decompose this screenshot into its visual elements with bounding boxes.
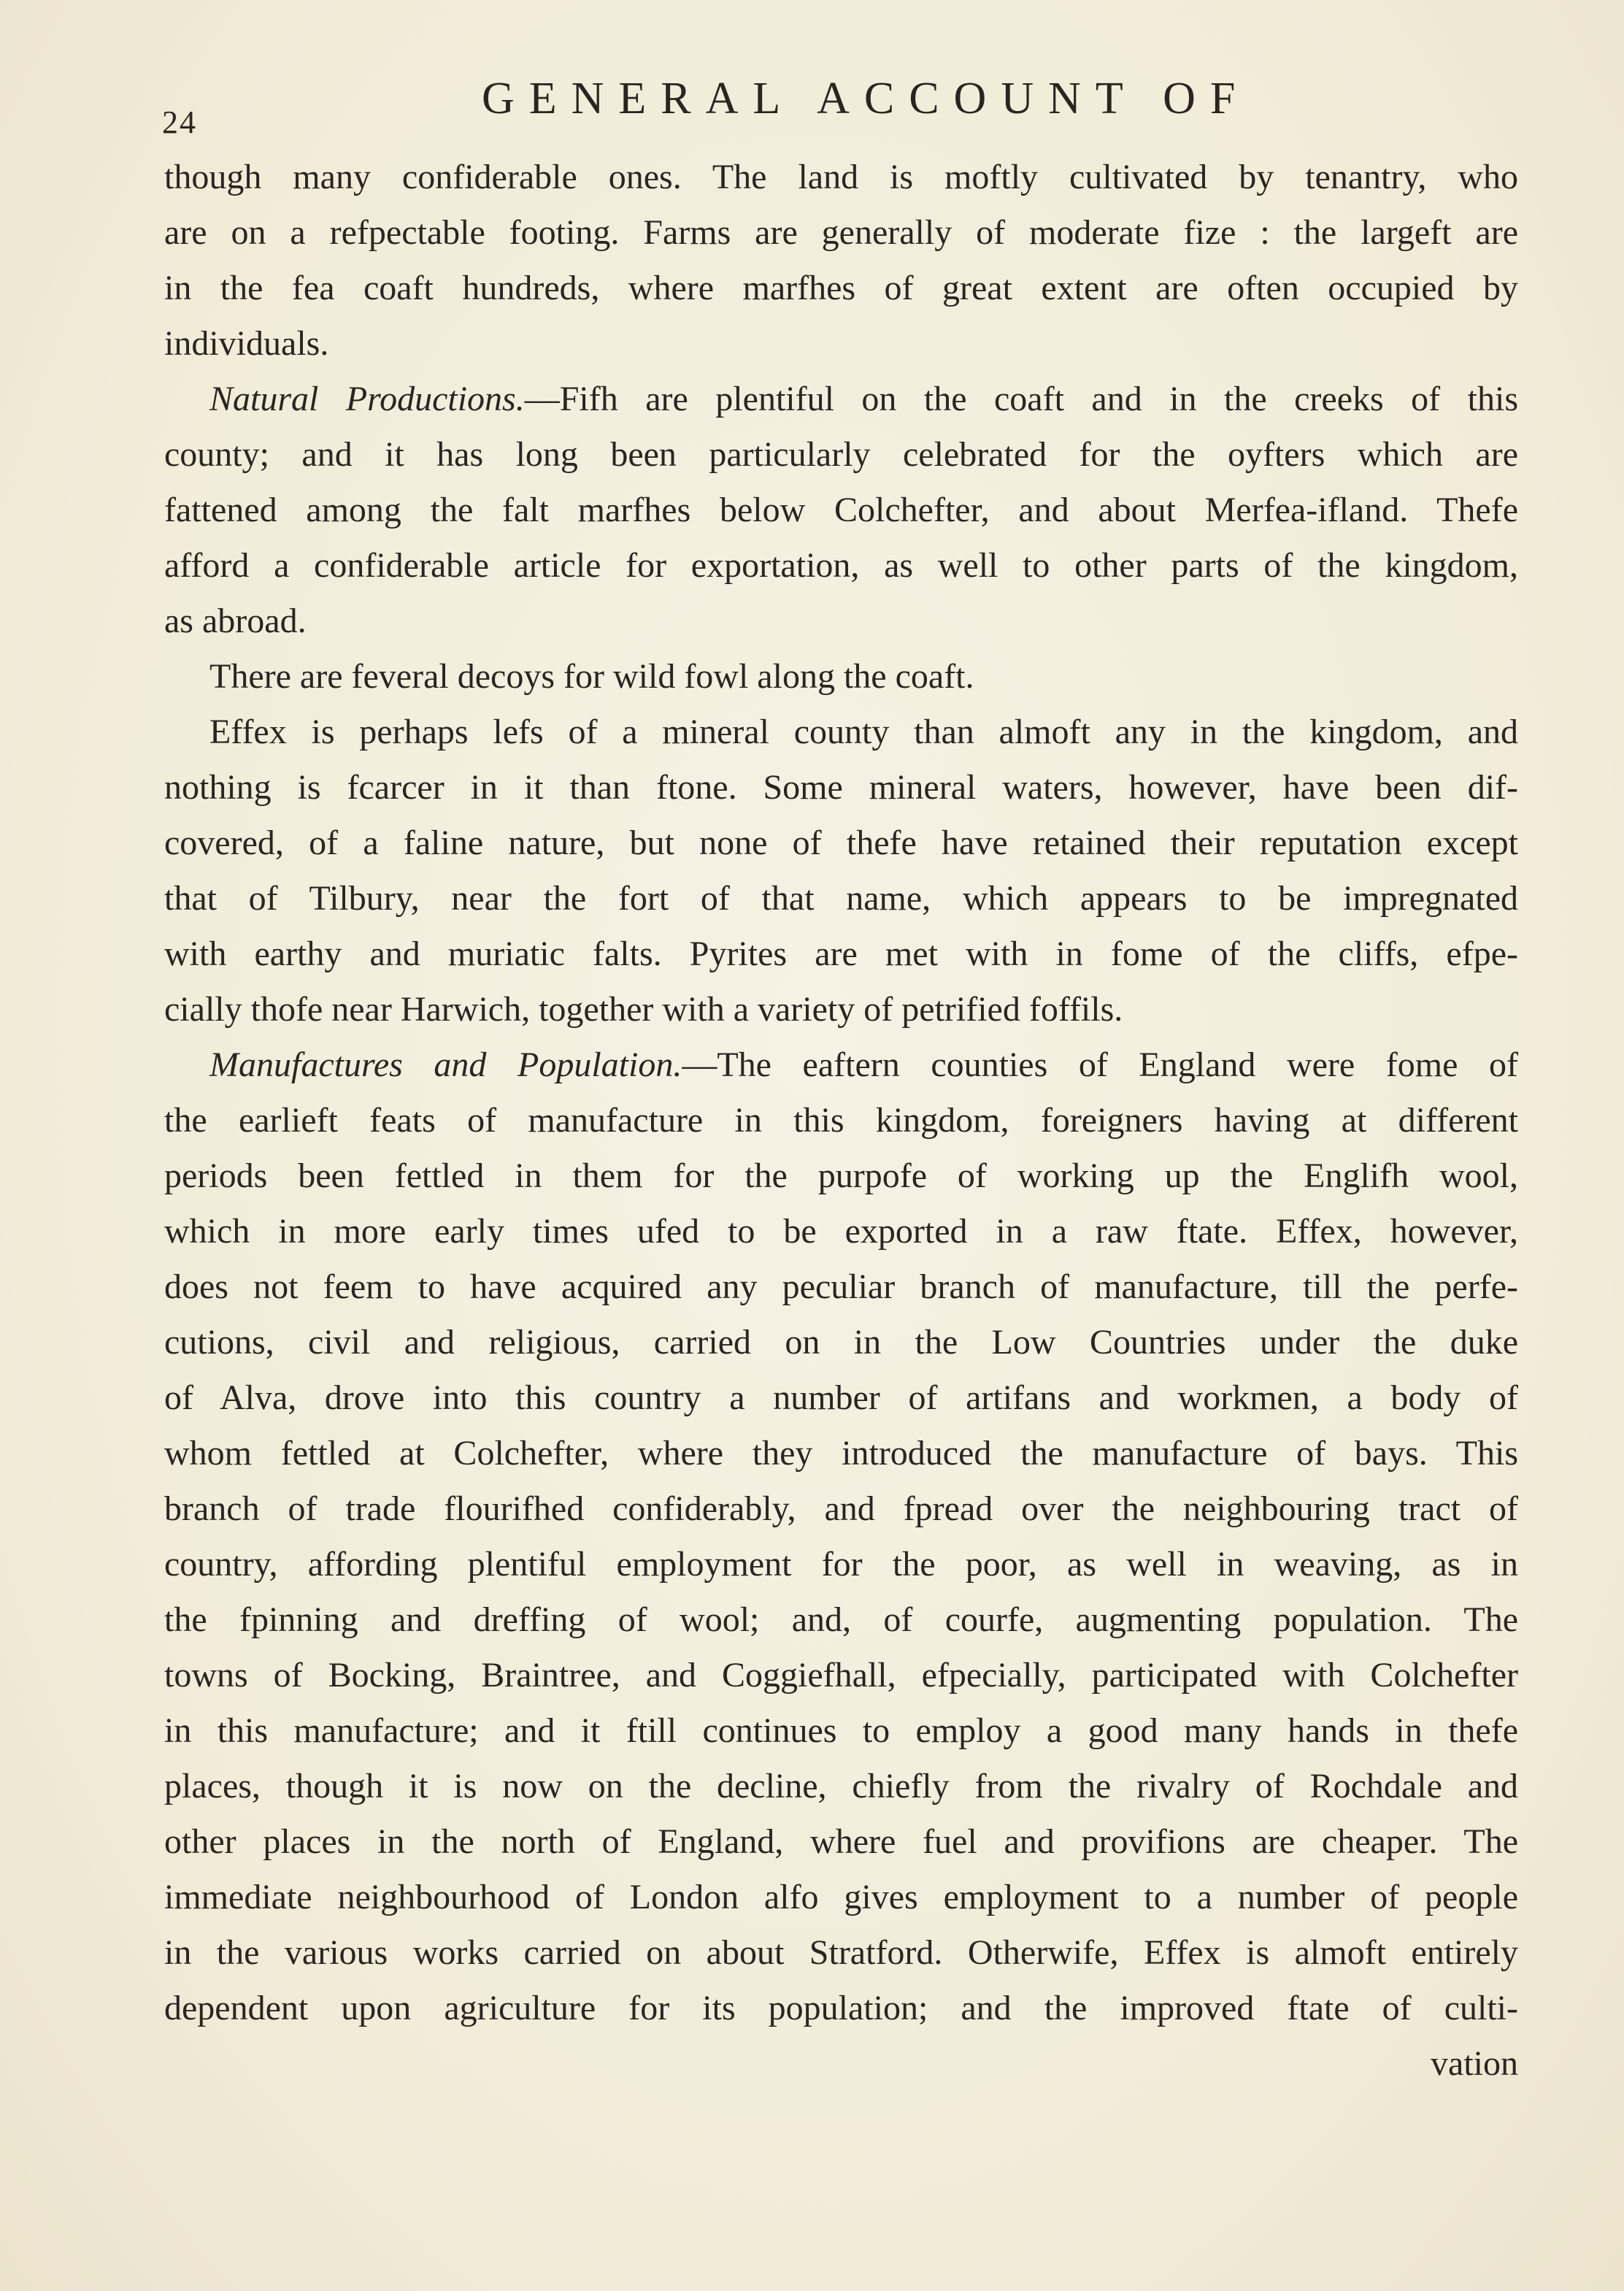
catchword: vation [1431, 2044, 1518, 2083]
text-line: towns of Bocking, Braintree, and Coggiefhall, efpecially, participated with Colchefter [164, 1656, 1518, 1695]
text-line: that of Tilbury, near the fort of that name, which appears to be impregnated [164, 879, 1518, 918]
text-line: does not feem to have acquired any peculiar branch of manufacture, till the perfe- [164, 1267, 1518, 1306]
text-line: immediate neighbourhood of London alfo gives employment to a number of people [164, 1878, 1518, 1916]
text-line: afford a confiderable article for exportation, as well to other parts of the kingdom, [164, 546, 1518, 585]
text-line: the fpinning and dreffing of wool; and, of courfe, augmenting population. The [164, 1600, 1518, 1639]
text-line: fattened among the falt marfhes below Colchefter, and about Merfea-ifland. Thefe [164, 491, 1518, 529]
text-line: of Alva, drove into this country a number of artifans and workmen, a body of [164, 1378, 1518, 1417]
text-line: dependent upon agriculture for its population; and the improved ftate of culti- [164, 1989, 1518, 2027]
text-line: other places in the north of England, where fuel and provifions are cheaper. The [164, 1822, 1518, 1861]
text-line: periods been fettled in them for the purpofe of working up the Englifh wool, [164, 1156, 1518, 1195]
paragraph-manufactures-start: Manufactures and Population.—The eaftern counties of England were fome of [209, 1045, 1518, 1084]
text-line: in this manufacture; and it ftill continues to employ a good many hands in thefe [164, 1711, 1518, 1750]
paragraph-decoys: There are feveral decoys for wild fowl along the coaft. [209, 657, 974, 696]
text-line: cutions, civil and religious, carried on in the Low Countries under the duke [164, 1323, 1518, 1362]
text-line: with earthy and muriatic falts. Pyrites are met with in fome of the cliffs, efpe- [164, 935, 1518, 973]
text-line: though many confiderable ones. The land is moftly cultivated by tenantry, who [164, 158, 1518, 196]
text-line: county; and it has long been particularly celebrated for the oyfters which are [164, 435, 1518, 474]
text-line: are on a refpectable footing. Farms are generally of moderate fize : the largeft are [164, 213, 1518, 252]
text-line: nothing is fcarcer in it than ftone. Some mineral waters, however, have been dif- [164, 768, 1518, 807]
text-line: country, affording plentiful employment for the poor, as well in weaving, as in [164, 1545, 1518, 1584]
page-header [0, 73, 1624, 140]
section-heading: Natural Productions. [209, 380, 525, 418]
text-line: covered, of a faline nature, but none of thefe have retained their reputation except [164, 824, 1518, 862]
text-line: the earlieft feats of manufacture in this kingdom, foreigners having at different [164, 1101, 1518, 1140]
body-text [164, 150, 1518, 2092]
section-heading: Manufactures and Population. [209, 1045, 682, 1084]
text-line: as abroad. [164, 602, 307, 640]
text-line: whom fettled at Colchefter, where they introduced the manufacture of bays. This [164, 1434, 1518, 1473]
paragraph-mineral-start: Effex is perhaps lefs of a mineral county than almoft any in the kingdom, and [209, 713, 1518, 751]
page-number: 24 [162, 104, 197, 140]
text-line: cially thofe near Harwich, together with a variety of petrified foffils. [164, 990, 1123, 1029]
paragraph-natural-productions-start: Natural Productions.—Fifh are plentiful on the coaft and in the creeks of this [209, 380, 1518, 418]
text-line: branch of trade flourifhed confiderably, and fpread over the neighbouring tract of [164, 1489, 1518, 1528]
running-title: GENERAL ACCOUNT OF [482, 74, 1250, 123]
text-line: in the various works carried on about Stratford. Otherwife, Effex is almoft entirely [164, 1933, 1518, 1972]
text-line: individuals. [164, 324, 329, 363]
text-line: which in more early times ufed to be exported in a raw ftate. Effex, however, [164, 1212, 1518, 1251]
text-line: places, though it is now on the decline, chiefly from the rivalry of Rochdale and [164, 1767, 1518, 1805]
text-line: in the fea coaft hundreds, where marfhes of great extent are often occupied by [164, 269, 1518, 307]
